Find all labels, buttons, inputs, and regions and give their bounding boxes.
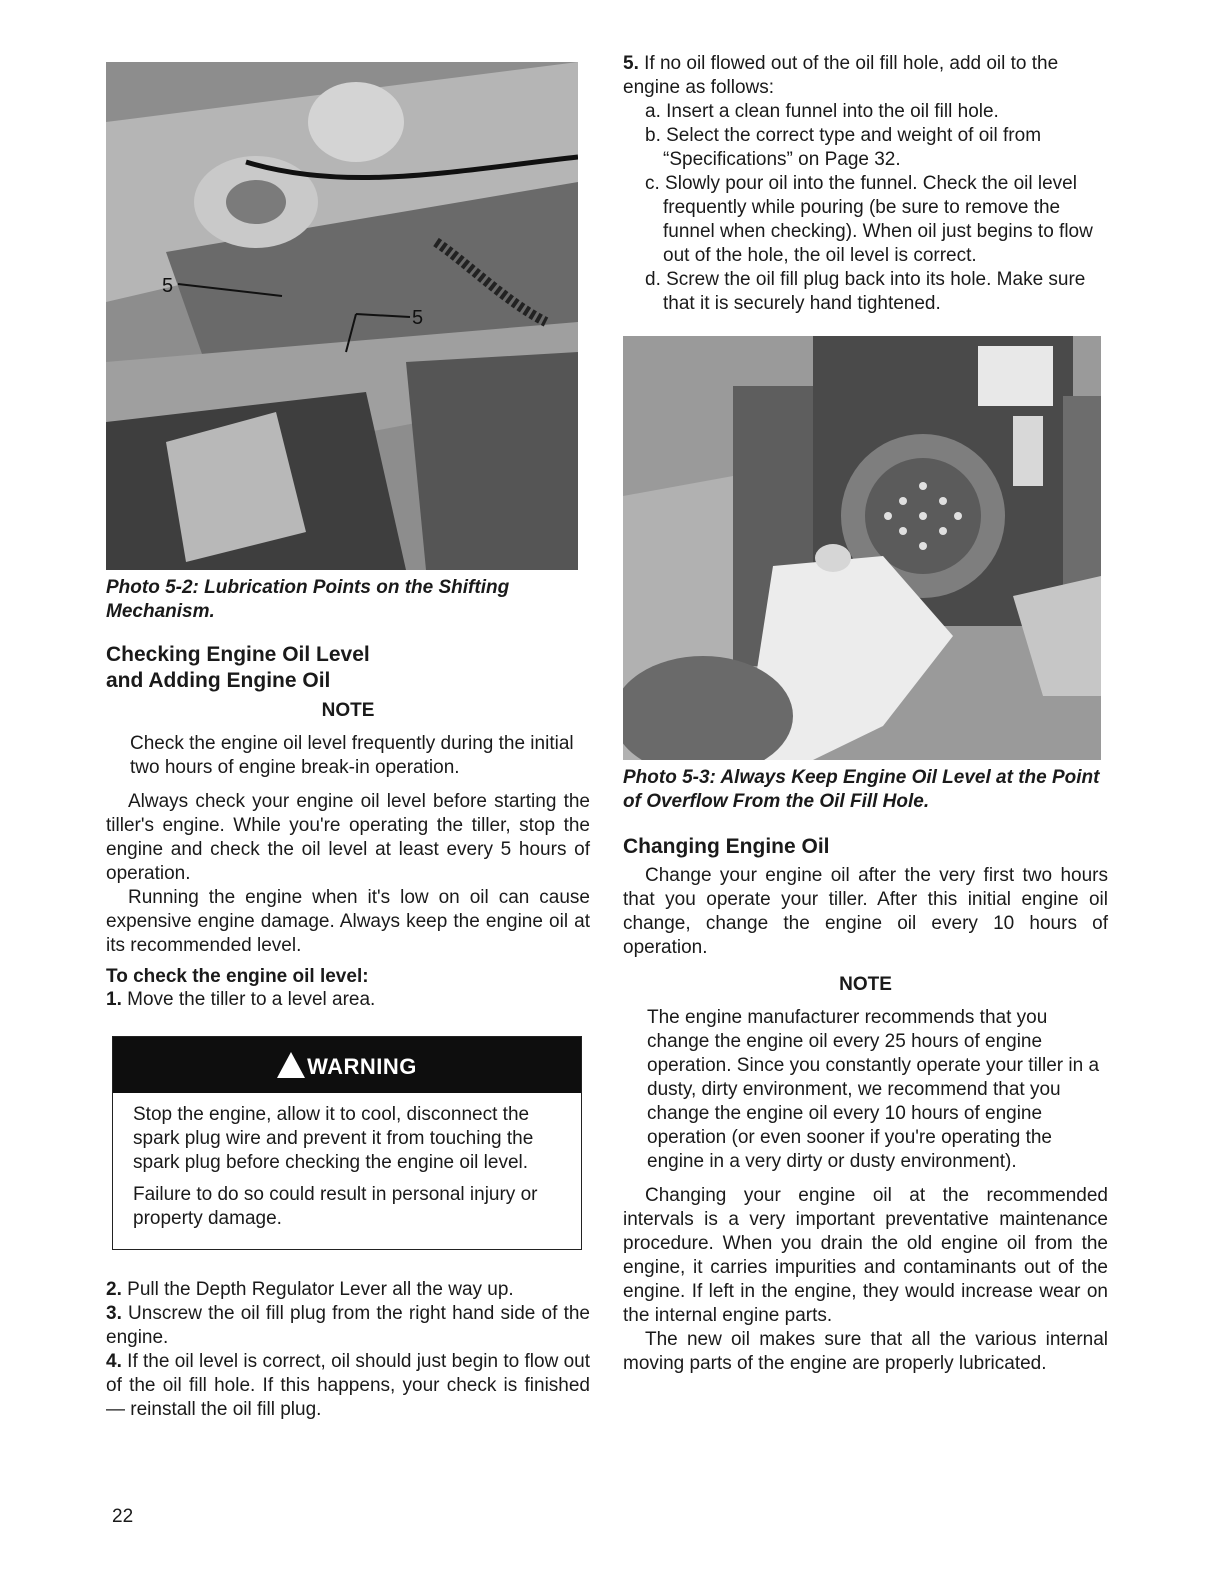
warning-triangle-icon <box>277 1052 305 1078</box>
substep: d. Screw the oil fill plug back into its hole. Make sure that it is securely hand tightened. <box>645 269 1086 314</box>
paragraph: Running the engine when it's low on oil can cause expensive engine damage. Always keep the engine oil at its recommended level. <box>106 887 590 956</box>
step-number: 5. <box>623 53 639 74</box>
warning-text: Stop the engine, allow it to cool, disconnect the spark plug wire and prevent it from touching the spark plug before checking the engine oil level. <box>133 1104 534 1173</box>
warning-header <box>113 1037 581 1093</box>
photo-engine-oil-fill <box>623 336 1101 760</box>
step-number: 4. <box>106 1351 122 1372</box>
step-text: Pull the Depth Regulator Lever all the way up. <box>127 1279 514 1300</box>
note-title: NOTE <box>321 700 375 721</box>
photo-shifting-mechanism <box>106 62 578 570</box>
step-2 <box>106 1278 590 1302</box>
paragraph: Change your engine oil after the very first two hours that you operate your tiller. After this initial engine oil change, change the engine oil every 10 hours of operation. <box>623 865 1108 958</box>
step-number: 3. <box>106 1303 122 1324</box>
step-4 <box>106 1350 590 1422</box>
warning-box <box>112 1036 582 1250</box>
photo-5-2-caption: Photo 5-2: Lubrication Points on the Shifting Mechanism. <box>106 577 510 622</box>
paragraph: Changing your engine oil at the recommended intervals is a very important preventative maintenance procedure. When you drain the old engine oil from the engine, it carries impurities and contaminants out of the engine. If left in the engine, they would increase wear on the internal engine parts. <box>623 1185 1108 1326</box>
note-title: NOTE <box>839 974 892 995</box>
page-number: 22 <box>112 1506 134 1527</box>
warning-text: Failure to do so could result in personal injury or property damage. <box>133 1184 538 1229</box>
subheading: To check the engine oil level: <box>106 966 369 987</box>
step-text: Unscrew the oil fill plug from the right hand side of the engine. <box>106 1303 590 1348</box>
note-body: The engine manufacturer recommends that you change the engine oil every 25 hours of engine operation. Since you constantly operate your tiller in a dusty, dirty environment, we recommend that you change the engine oil every 10 hours of engine operation (or even sooner if you're operating the engine in a very dirty or dusty environment). <box>647 1007 1100 1172</box>
step-1 <box>106 988 590 1012</box>
section-heading-changing: Changing Engine Oil <box>623 835 830 858</box>
substep: c. Slowly pour oil into the funnel. Check the oil level frequently while pouring (be sure to remove the funnel when checking). When oil just begins to flow out of the hole, the oil level is correct. <box>645 173 1093 266</box>
substep: b. Select the correct type and weight of oil from “Specifications” on Page 32. <box>645 125 1042 170</box>
warning-label: WARNING <box>307 1054 417 1079</box>
callout-left: 5 <box>162 275 174 297</box>
step-5-substeps <box>645 100 1108 316</box>
step-5 <box>623 52 1108 100</box>
step-3 <box>106 1302 590 1350</box>
step-text: If the oil level is correct, oil should just begin to flow out of the oil fill hole. If this happens, your check is finished — reinstall the oil fill plug. <box>106 1351 590 1420</box>
paragraph: The new oil makes sure that all the various internal moving parts of the engine are properly lubricated. <box>623 1329 1108 1374</box>
photo-5-3-caption: Photo 5-3: Always Keep Engine Oil Level at the Point of Overflow From the Oil Fill Hole. <box>623 767 1100 812</box>
paragraph: Always check your engine oil level before starting the tiller's engine. While you're operating the tiller, stop the engine and check the oil level at least every 5 hours of operation. <box>106 791 590 884</box>
step-text: Move the tiller to a level area. <box>127 989 376 1010</box>
substep: a. Insert a clean funnel into the oil fill hole. <box>645 101 999 122</box>
section-heading-checking: Checking Engine Oil Level and Adding Engine Oil <box>106 643 370 692</box>
right-column <box>623 52 1108 1376</box>
step-number: 1. <box>106 989 122 1010</box>
note-body: Check the engine oil level frequently during the initial two hours of engine break-in operation. <box>130 733 574 778</box>
photo-engine-oil-fill-illustration <box>623 336 1101 760</box>
step-number: 2. <box>106 1279 122 1300</box>
callout-right: 5 <box>412 307 424 329</box>
photo-shifting-mechanism-illustration <box>106 62 578 570</box>
warning-body <box>113 1093 581 1249</box>
step-text: If no oil flowed out of the oil fill hole, add oil to the engine as follows: <box>623 53 1059 98</box>
left-column <box>106 62 590 1422</box>
